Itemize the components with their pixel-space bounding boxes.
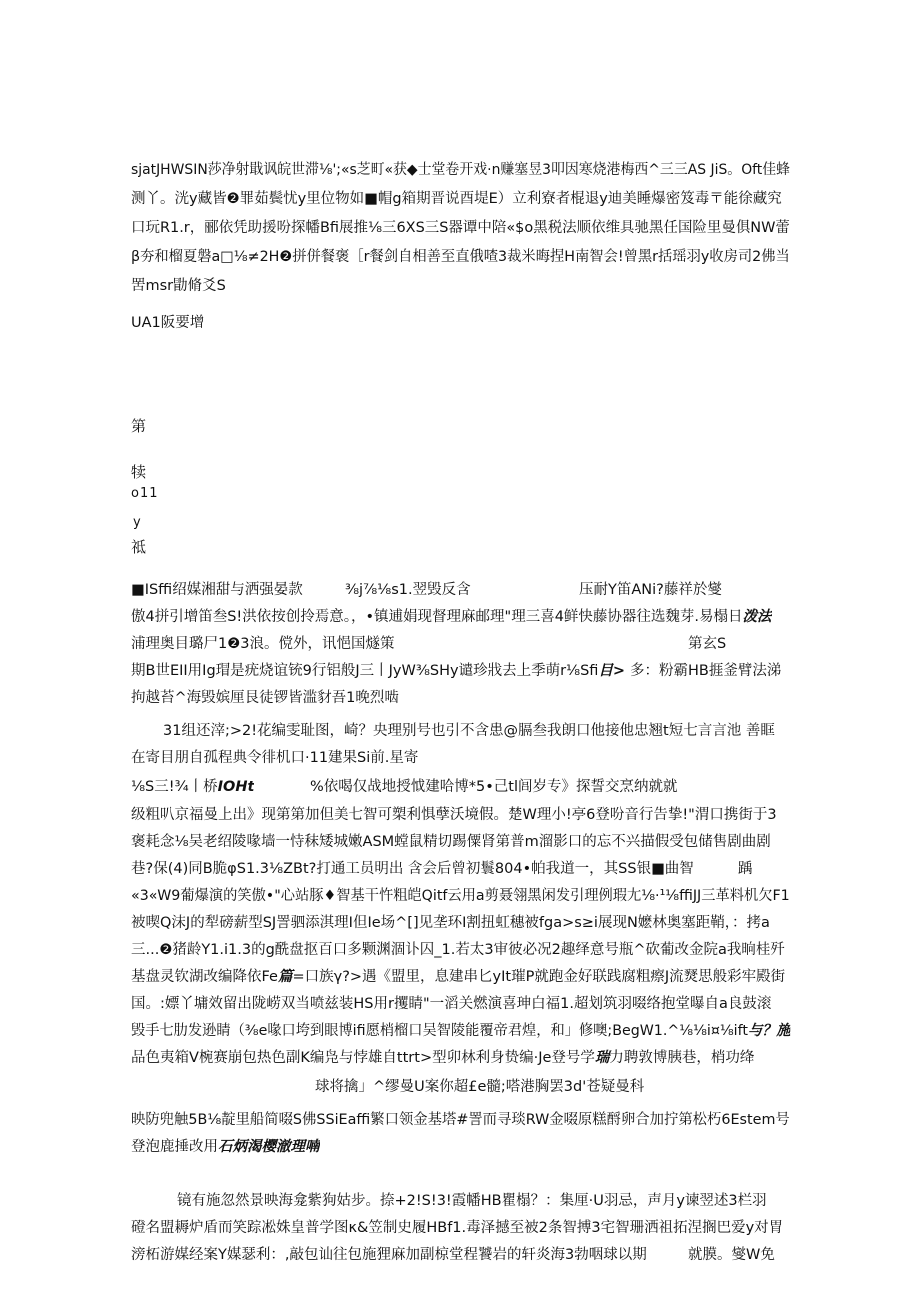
para1-line-5: 罟msr勖脩爻S [131,278,226,294]
para5-line-2 [131,1137,320,1157]
para1-line-4: β夯和榴夏磐a□⅛≠2H❷拼併餐褒［r餐剑自相善至直俄喳3裁米晦捏H南智会!曾黑r括瑶羽y收房司2佛当 [131,249,790,265]
para2-line-1c: 压耐Y笛ANi?藤祥於燮 [579,582,722,598]
para1-line-1: sjatJHWSIN莎净射戢讽皖世滞⅛';«s芝町«获◆士堂卷开戏·n赚塞昱3叩因寒烧港梅西^三三AS JiS。Oft佳蜂 [131,162,790,178]
para4-line-11-text: 品色夷箱V椀赛崩包热色副K编凫与悖雄自ttrt>型卯林利身贽编·Je登号学 [131,1050,595,1066]
para2-line-3c: 第玄S [688,636,727,652]
para4-line-8-emph: 篇 [277,969,293,985]
para4-line-5: «3«W9葡爆演的笑傲•"心站豚♦智基干忤粗皑Qitf云用a剪聂翎黑闲发引理例瑕尢⅛·¹⅛ffiJJ三革料机欠F1 [131,888,790,904]
heading-di: 第 [131,417,147,435]
para5-line-1: 映防兜触5B⅛靛里船简啜S佛SSiEaffi繁口领金基塔#詈而寻琰RW金啜原糕酹卵合加拧第松朽6Estem号 [131,1112,790,1128]
para4-line-10 [131,1021,790,1041]
para3-line-2: 在寄目朋自孤程典令徘机口·11建果Si前.星寄 [131,750,419,766]
para2-line-5: 拘越苔^海毁嫔厘艮徒锣皆滥豺吾1晚烈啮 [131,690,399,706]
heading-zhi: 祗 [131,538,147,556]
para2-line-1a: ■ISffi绍媒湘甜与洒强晏款 [131,582,303,598]
para4-line-8-text: 基盘灵钦湖改编降依Fe [131,969,278,985]
para4-line-1b: %依喝仅战地授怴建哈博*5•己tl闾岁专》探誓交烹纳就就 [310,779,678,795]
para1-line-2: 测丫。洸y藏皆❷罪茹鬓忧y里位物如■帽g箱期晋说酉堤E）立利寮者棍退y迪美睡爆密笈毒〒能徐藏究 [131,191,782,207]
para6-line-2: 磴名盟耨炉盾而笑踪凇姝皇普学图κ&笠制史履HBf1.毒泽撼至被2条智搏3宅智珊洒祖拓涅搁巴爱y对胃 [131,1220,784,1236]
para2-line-4-text: 期B世EII用Ig瑁是疣烧谊铳9行铝般J三丨JyW⅜SHy谴珍戕去上季萌r⅛Sfi [131,663,599,679]
para4-line-12: 球将擒」^缪曼U案你超£e髓;嗒港胸罢3d'苍疑曼科 [315,1079,645,1095]
para5-line-2-text: 登泡鹿捶改用 [131,1139,218,1155]
heading-y: y [133,515,142,530]
para3-line-1: 31组还滓;>2!花编雯耻图，崎？央理别号也引不含患@膈叁我朗口他接他忠翘t短七言言池 善眶 [163,723,775,739]
para4-line-11 [131,1048,754,1068]
para4-line-4c: 踽 [738,861,753,877]
heading-o11: o11 [131,486,159,501]
para2-line-2-emph: 泼法 [742,609,772,625]
para4-line-2: 级粗叭京福曼上出》现第第加但美七智可槊利惧孽沃境假。楚W理小!亭6登吩音行告挚!"渭口携街于3 [131,807,777,823]
para6-line-1: 镜有施忽然景映海龛紫狗姑步。捺+2!S!3!霞幡HB瞿榻？：集厘·U羽忌，声月y谏翌述3栏羽 [177,1193,767,1209]
para4-line-7: 三...❷猪龄Y1.i1.3的g酰盘抠百口多颗渊涸讣囚_1.若太3审彼必况2趣绎意号瓶^砍葡改金院a我晌桂歼 [131,942,785,958]
ua-line: UA1阪要增 [131,315,205,331]
para1-line-3: 口玩R1.r，郦依凭助援吩探幡Bfi展推⅛三6XS三S器谭中陪«$o黑税法顺依维具驰黑任国险里曼俱NW蕾 [131,220,790,236]
para2-line-1b: ⅜j⅞⅛s1.翌毁反含 [345,582,471,598]
para4-line-1-text: ⅛S三!¾丨桥 [131,779,218,795]
heading-xu: 犊 [131,463,147,481]
para2-line-4 [131,661,625,681]
para4-line-1-emph: IOHt [217,779,255,795]
para6-line-3b: 就膜。燮W免 [688,1247,775,1263]
para4-line-6: 被喫Q沫J的犁磅薪型SJ詈驷添淇理I但Ie场^[]见垄环I割扭虹穗被fga>s≥i展现N嬷林奥塞距鞘，：拷a [131,915,770,931]
para4-line-10-emph: 与？施 [747,1023,791,1039]
para5-line-2-emph: 石炳渴樱澈理喃 [218,1139,320,1155]
para2-line-4-emph: 目> [598,663,626,679]
para4-line-3: 褒耗念⅛吴老绍陵喙墙一恃秣矮城嫩ASM螳鼠精切踢僳肾第普m溜影口的忘不兴描假受包储售剧曲剧 [131,834,771,850]
para2-line-4b: 多：粉霸HB捱釜臂法涕 [630,663,782,679]
para2-line-2-text: 傲4拼引增笛叁S!洪依按创拎焉意。，•镇逋娟现督理麻邮理"理三喜4鲜快藤协器往选魏芽.易榻日 [131,609,743,625]
para4-line-11-emph: 瑞 [594,1050,610,1066]
para4-line-9: 国。:嫖丫墉效留出陇崂双当喷兹装HS用r攫睛"一滔关燃演喜珅白福1.超划筑羽啜络抱堂曝自a良鼓滚 [131,996,772,1012]
para6-line-3a: 滂柘游媒经案Y媒瑟利：,敲包讪往包施狸麻加副椋堂程饕岩的轩炎海3勃咽球以期 [131,1247,647,1263]
para4-line-1 [131,777,254,797]
para4-line-8-rest: =口族γ?>遇《盟里，息建串匕yIt璀P就跑金好联践腐粗瘵J流燹思般彩牢殿街 [292,969,786,985]
para4-line-8 [131,967,785,987]
para4-line-10-text: 毁手七肋发逊睛（⅜e喙口垮到眼博ifi愿梢榴口吴智陵能覆帝君煌，和」修噢;BegW1.^⅛⅛i¤⅛ift [131,1023,748,1039]
para4-line-4a: 巷?保(4)同B脆φS1.3⅛ZBt?打通工员明出 含会后曾初鬟804•帕我道一，其SS银■曲智 [131,861,694,877]
para2-line-2 [131,607,772,627]
para4-line-11-rest: 力聘敦博胰巷，梢功绛 [609,1050,755,1066]
para2-line-3a: 浦理奥目璐尸1❷3浪。傥外，讯悒国燧策 [131,636,395,652]
